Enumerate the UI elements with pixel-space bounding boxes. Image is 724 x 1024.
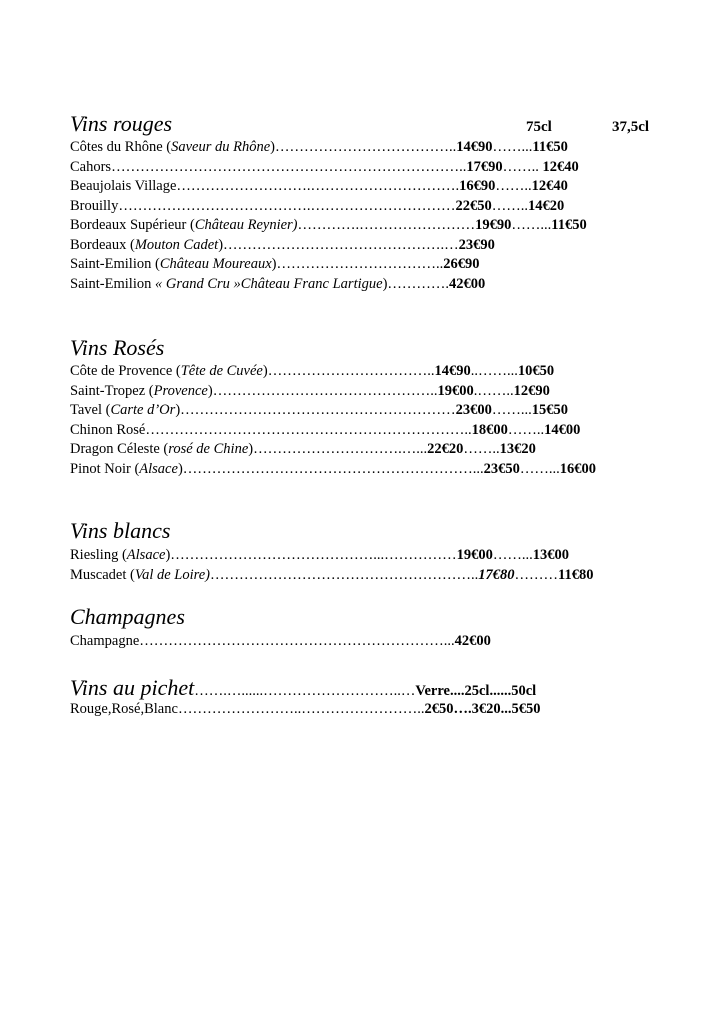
wine-row: [70, 421, 660, 440]
wine-name: Tavel (: [70, 402, 111, 418]
wine-name: Dragon Céleste (: [70, 441, 169, 457]
price-37-5cl: 11€50: [551, 217, 587, 233]
price-75cl: 42€00: [449, 275, 486, 292]
wine-name-suffix: ): [270, 139, 275, 155]
price-37-5cl: 10€50: [517, 363, 555, 379]
leader-dots: ………: [514, 566, 559, 583]
leader-dots: ……...: [519, 460, 560, 477]
pichet-dots: ……………………..……………………..: [177, 701, 425, 717]
wine-name: Brouilly: [70, 197, 119, 214]
leader-dots: ……..: [502, 158, 543, 175]
pichet-price-row: [70, 700, 660, 719]
price-37-5cl: 11€80: [558, 566, 594, 583]
leader-dots: …………………………………………………: [180, 402, 456, 418]
leader-dots: ……………………….………………………….: [176, 178, 460, 194]
leader-dots: ……...: [492, 139, 533, 155]
price-75cl: 23€50: [483, 460, 520, 477]
wine-detail: Mouton Cadet: [134, 236, 219, 253]
price-75cl: 17€90: [466, 158, 503, 175]
price-75cl: 14€90: [434, 363, 471, 379]
price-37-5cl: 13€20: [499, 441, 536, 457]
wine-detail: rosé de Chine: [168, 441, 249, 457]
wine-detail: Château Reynier): [194, 217, 298, 233]
leader-dots: ……………………………..: [276, 256, 444, 272]
wine-row: [70, 566, 660, 585]
wine-name: Côtes du Rhône (: [70, 139, 172, 155]
price-75cl: 22€20: [427, 441, 464, 457]
wine-name-suffix: ): [271, 256, 277, 272]
pichet-title-dots: …….…......………………………..…: [194, 683, 416, 699]
wine-name: Bordeaux Supérieur (: [70, 217, 195, 233]
leader-dots: ……………………………………….…: [223, 236, 459, 253]
wine-name: Muscadet (: [70, 566, 135, 583]
pichet-prices: 2€50….3€20...5€50: [424, 701, 541, 717]
wine-name: Chinon Rosé: [70, 421, 146, 438]
wine-row: [70, 546, 660, 565]
leader-dots: ………………………………………………………………..: [111, 158, 467, 175]
wine-name-suffix: ): [165, 547, 171, 563]
wine-row: [70, 158, 660, 177]
wine-row: [70, 460, 660, 479]
wine-row: [70, 275, 660, 294]
price-75cl: 18€00: [471, 421, 508, 438]
wine-name: Beaujolais Village: [70, 178, 177, 194]
wine-name: Riesling (: [70, 547, 127, 563]
price-75cl: 23€00: [455, 402, 492, 418]
price-37-5cl: 12€40: [531, 178, 568, 194]
wine-row: [70, 216, 660, 235]
wine-name-suffix: ): [262, 363, 268, 379]
price-75cl: 23€90: [458, 236, 495, 253]
price-75cl: 26€90: [443, 256, 480, 272]
price-37-5cl: 11€50: [532, 139, 568, 155]
price-75cl: 16€90: [459, 178, 496, 194]
wine-name: Cahors: [70, 158, 112, 175]
leader-dots: ……...: [511, 217, 552, 233]
section-title-vins-roses: Vins Rosés: [70, 335, 165, 360]
wine-row: [70, 255, 660, 274]
wine-name: Pinot Noir (: [70, 460, 140, 477]
leader-dots: ………….……………………: [297, 217, 476, 233]
pichet-label: Rouge,Rosé,Blanc: [70, 701, 178, 717]
leader-dots: ………………………………………………………...: [139, 633, 455, 649]
price-37-5cl: 13€00: [532, 547, 570, 563]
leader-dots: ………………………………..: [275, 139, 457, 155]
wine-name: Bordeaux (: [70, 236, 135, 253]
wine-row: [70, 401, 660, 420]
leader-dots: ………….: [387, 275, 450, 292]
leader-dots: ………………………………….…………………………: [118, 197, 456, 214]
leader-dots: ……..: [463, 441, 500, 457]
price-75cl: 42€00: [454, 633, 491, 649]
wine-detail: Tête de Cuvée: [180, 363, 263, 379]
wine-name-suffix: ): [175, 402, 181, 418]
price-37-5cl: 14€00: [544, 421, 581, 438]
leader-dots: ……………………………..: [267, 363, 435, 379]
column-header-37-5cl: 37,5cl: [612, 119, 650, 135]
wine-name: Champagne: [70, 633, 140, 649]
wine-row: [70, 138, 660, 157]
wine-detail: Val de Loire): [134, 566, 211, 583]
wine-name-suffix: ): [177, 460, 183, 477]
wine-detail: Alsace: [126, 547, 166, 563]
price-75cl: 22€50: [455, 197, 492, 214]
price-37-5cl: 15€50: [531, 402, 569, 418]
wine-detail: Alsace: [139, 460, 178, 477]
wine-name-suffix: ): [207, 382, 213, 399]
leader-dots: ..……...: [470, 363, 518, 379]
wine-row: [70, 197, 660, 216]
leader-dots: ………………………….…...: [253, 441, 428, 457]
leader-dots: .……..: [473, 382, 514, 399]
wine-name-suffix: ): [218, 236, 224, 253]
leader-dots: ……...: [492, 547, 533, 563]
leader-dots: ………………………………………………..: [210, 566, 479, 583]
price-37-5cl: 12€90: [513, 382, 550, 399]
price-75cl: 17€80: [478, 566, 515, 583]
wine-name: Saint-Emilion: [70, 275, 155, 292]
wine-detail: Château Moureaux: [159, 256, 272, 272]
wine-name-suffix: ): [248, 441, 254, 457]
price-75cl: 19€00: [456, 547, 493, 563]
leader-dots: ……...: [491, 402, 532, 418]
wine-name: Saint-Emilion (: [70, 256, 160, 272]
price-37-5cl: 12€40: [542, 158, 579, 175]
section-title-vins-rouges: Vins rouges: [70, 111, 173, 136]
section-title-vins-au-pichet: Vins au pichet: [70, 676, 195, 700]
column-header-75cl: 75cl: [526, 119, 552, 135]
wine-detail: Saveur du Rhône: [171, 139, 271, 155]
wine-name: Côte de Provence (: [70, 363, 181, 379]
wine-row: [70, 236, 660, 255]
wine-row: [70, 440, 660, 459]
price-37-5cl: 16€00: [559, 460, 597, 477]
wine-row: [70, 632, 660, 651]
price-75cl: 14€90: [456, 139, 493, 155]
leader-dots: ……………………………………………………...: [182, 460, 484, 477]
wine-name-suffix: ): [382, 275, 388, 292]
leader-dots: ………………………………………..: [212, 382, 438, 399]
pichet-header-row: [70, 676, 660, 703]
leader-dots: ……………………………………...……………: [170, 547, 457, 563]
wine-row: [70, 362, 660, 381]
wine-detail: Provence: [153, 382, 208, 399]
price-75cl: 19€90: [475, 217, 512, 233]
price-37-5cl: 14€20: [527, 197, 565, 214]
leader-dots: ……..: [495, 178, 532, 194]
section-title-vins-blancs: Vins blancs: [70, 518, 171, 543]
leader-dots: …………………………………………………………..: [145, 421, 472, 438]
pichet-sizes-header: Verre....25cl......50cl: [415, 683, 537, 699]
wine-row: [70, 177, 660, 196]
wine-detail: « Grand Cru »Château Franc Lartigue: [154, 275, 383, 292]
wine-name: Saint-Tropez (: [70, 382, 154, 399]
leader-dots: ……..: [507, 421, 545, 438]
wine-row: [70, 382, 660, 401]
price-75cl: 19€00: [437, 382, 474, 399]
section-title-champagnes: Champagnes: [70, 604, 185, 629]
wine-detail: Carte d’Or: [110, 402, 176, 418]
leader-dots: ……..: [491, 197, 528, 214]
